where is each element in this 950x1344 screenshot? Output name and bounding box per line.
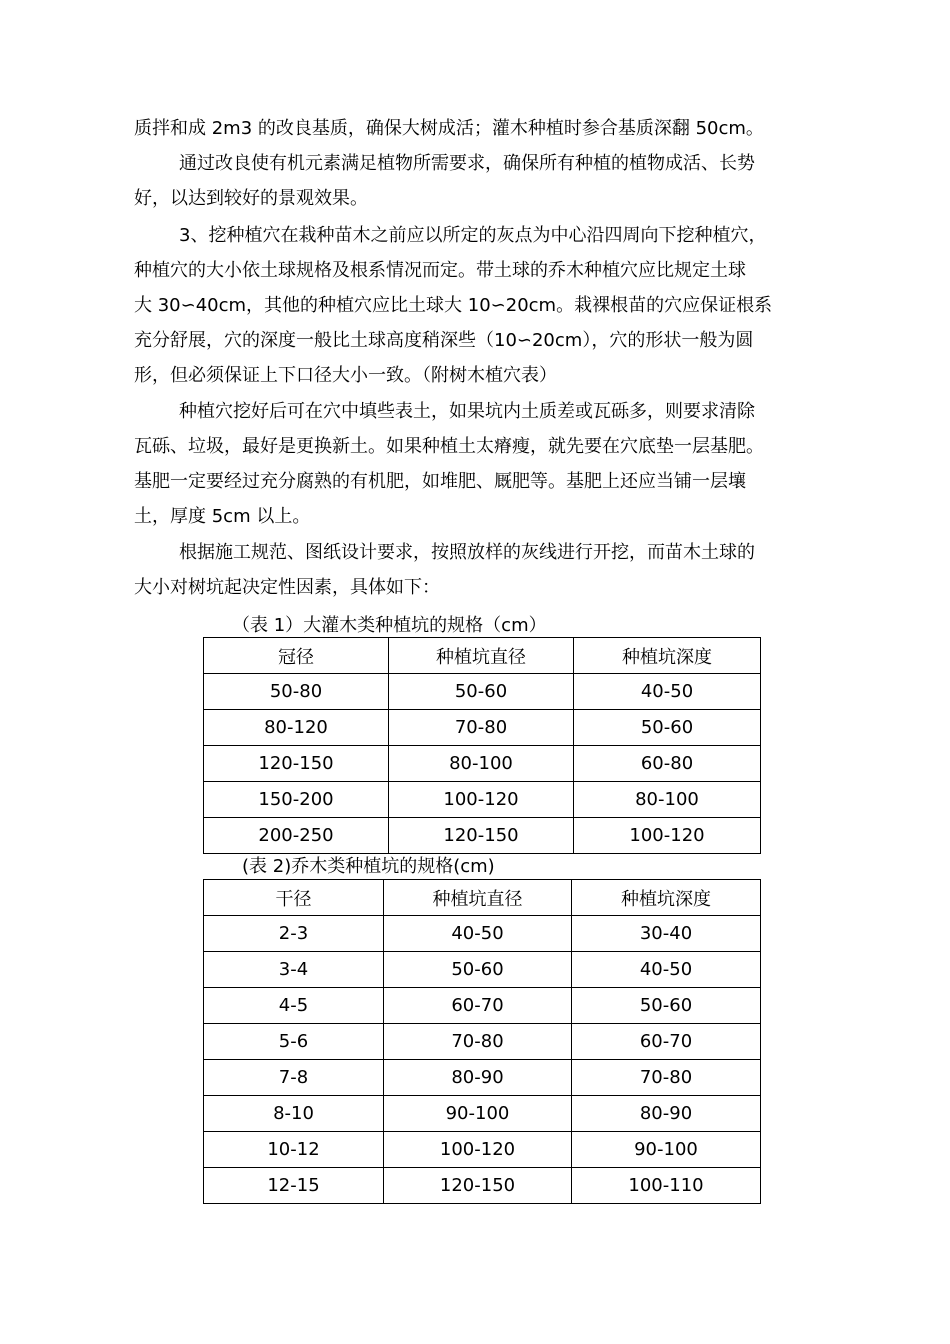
table-cell: 120-150 bbox=[384, 1168, 572, 1204]
table-cell: 50-60 bbox=[389, 674, 574, 710]
table1 bbox=[203, 637, 761, 854]
table-row bbox=[204, 746, 761, 782]
table-cell: 70-80 bbox=[572, 1060, 761, 1096]
table-cell: 90-100 bbox=[384, 1096, 572, 1132]
table-cell: 10-12 bbox=[204, 1132, 384, 1168]
table-cell: 60-70 bbox=[384, 988, 572, 1024]
table-cell: 50-60 bbox=[574, 710, 761, 746]
table-row bbox=[204, 1168, 761, 1204]
table-cell: 2-3 bbox=[204, 916, 384, 952]
table-header-cell: 种植坑直径 bbox=[384, 880, 572, 916]
table-cell: 100-120 bbox=[574, 818, 761, 854]
table-header-cell: 种植坑深度 bbox=[572, 880, 761, 916]
text-line: 形，但必须保证上下口径大小一致。（附树木植穴表） bbox=[134, 365, 557, 386]
table-cell: 80-100 bbox=[574, 782, 761, 818]
table-cell: 60-70 bbox=[572, 1024, 761, 1060]
text-line: 瓦砾、垃圾，最好是更换新土。如果种植土太瘠瘦，就先要在穴底垫一层基肥。 bbox=[134, 436, 764, 457]
table-cell: 3-4 bbox=[204, 952, 384, 988]
table-cell: 150-200 bbox=[204, 782, 389, 818]
table1-caption: （表 1）大灌木类种植坑的规格（cm） bbox=[232, 615, 547, 636]
paragraph-4 bbox=[134, 394, 834, 534]
text-line: 基肥一定要经过充分腐熟的有机肥，如堆肥、厩肥等。基肥上还应当铺一层壤 bbox=[134, 471, 746, 492]
table-cell: 70-80 bbox=[384, 1024, 572, 1060]
table-row bbox=[204, 1060, 761, 1096]
text-line: 充分舒展，穴的深度一般比土球高度稍深些（10∽20cm），穴的形状一般为圆 bbox=[134, 330, 754, 351]
text-line: 土，厚度 5cm 以上。 bbox=[134, 506, 311, 527]
paragraph-2 bbox=[134, 146, 834, 216]
table-cell: 50-60 bbox=[384, 952, 572, 988]
table-cell: 8-10 bbox=[204, 1096, 384, 1132]
text-line: 3、挖种植穴在栽种苗木之前应以所定的灰点为中心沿四周向下挖种植穴， bbox=[179, 225, 767, 246]
text-line: 大 30∽40cm，其他的种植穴应比土球大 10∽20cm。栽裸根苗的穴应保证根系 bbox=[134, 295, 773, 316]
text-line: 大小对树坑起决定性因素，具体如下： bbox=[134, 577, 440, 598]
text-line: 种植穴的大小依土球规格及根系情况而定。带土球的乔木种植穴应比规定土球 bbox=[134, 260, 746, 281]
table-cell: 100-120 bbox=[384, 1132, 572, 1168]
table-cell: 5-6 bbox=[204, 1024, 384, 1060]
table-header-cell: 干径 bbox=[204, 880, 384, 916]
table-cell: 40-50 bbox=[384, 916, 572, 952]
table-cell: 80-90 bbox=[384, 1060, 572, 1096]
table-cell: 90-100 bbox=[572, 1132, 761, 1168]
table-cell: 100-120 bbox=[389, 782, 574, 818]
table-row bbox=[204, 782, 761, 818]
table-header-row bbox=[204, 880, 761, 916]
paragraph-1 bbox=[134, 111, 834, 146]
text-line: 质拌和成 2m3 的改良基质，确保大树成活；灌木种植时参合基质深翻 50cm。 bbox=[134, 118, 764, 139]
table-cell: 40-50 bbox=[574, 674, 761, 710]
text-line: 好，以达到较好的景观效果。 bbox=[134, 188, 368, 209]
table-cell: 120-150 bbox=[204, 746, 389, 782]
table-row bbox=[204, 1096, 761, 1132]
table-cell: 100-110 bbox=[572, 1168, 761, 1204]
table-header-cell: 种植坑直径 bbox=[389, 638, 574, 674]
table-cell: 50-80 bbox=[204, 674, 389, 710]
table-cell: 80-120 bbox=[204, 710, 389, 746]
table-cell: 40-50 bbox=[572, 952, 761, 988]
paragraph-3 bbox=[134, 218, 834, 393]
table-header-cell: 种植坑深度 bbox=[574, 638, 761, 674]
table-cell: 120-150 bbox=[389, 818, 574, 854]
table-row bbox=[204, 916, 761, 952]
table-row bbox=[204, 1132, 761, 1168]
text-line: 根据施工规范、图纸设计要求，按照放样的灰线进行开挖，而苗木土球的 bbox=[179, 542, 755, 563]
table-cell: 30-40 bbox=[572, 916, 761, 952]
table-row bbox=[204, 952, 761, 988]
table-cell: 12-15 bbox=[204, 1168, 384, 1204]
table-row bbox=[204, 1024, 761, 1060]
table-cell: 80-100 bbox=[389, 746, 574, 782]
table-row bbox=[204, 988, 761, 1024]
table-row bbox=[204, 674, 761, 710]
table2-caption: (表 2)乔木类种植坑的规格(cm) bbox=[242, 856, 495, 877]
table-cell: 60-80 bbox=[574, 746, 761, 782]
table-cell: 200-250 bbox=[204, 818, 389, 854]
table-header-cell: 冠径 bbox=[204, 638, 389, 674]
table-cell: 4-5 bbox=[204, 988, 384, 1024]
table-row bbox=[204, 710, 761, 746]
paragraph-5 bbox=[134, 535, 834, 605]
table-header-row bbox=[204, 638, 761, 674]
text-line: 种植穴挖好后可在穴中填些表土，如果坑内土质差或瓦砾多，则要求清除 bbox=[179, 401, 755, 422]
table2 bbox=[203, 879, 761, 1204]
table-cell: 80-90 bbox=[572, 1096, 761, 1132]
table-cell: 70-80 bbox=[389, 710, 574, 746]
table-cell: 7-8 bbox=[204, 1060, 384, 1096]
table-row bbox=[204, 818, 761, 854]
text-line: 通过改良使有机元素满足植物所需要求，确保所有种植的植物成活、长势 bbox=[179, 153, 755, 174]
table-cell: 50-60 bbox=[572, 988, 761, 1024]
